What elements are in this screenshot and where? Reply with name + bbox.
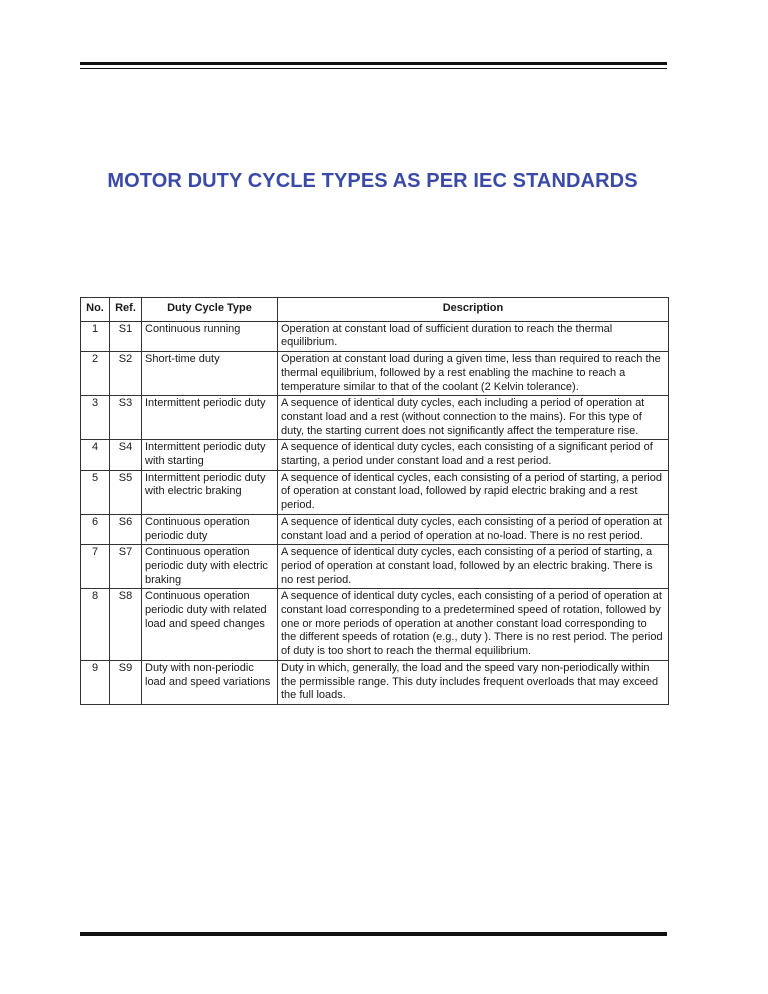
column-header-duty-cycle-type: Duty Cycle Type [142,298,278,322]
cell-no: 2 [81,352,110,396]
cell-type: Short-time duty [142,352,278,396]
cell-ref: S2 [110,352,142,396]
duty-cycle-table [80,297,669,705]
cell-type: Continuous running [142,321,278,351]
cell-no: 1 [81,321,110,351]
cell-type: Intermittent periodic duty with electric braking [142,470,278,514]
footer-rule [80,929,667,936]
cell-ref: S8 [110,589,142,661]
column-header-ref: Ref. [110,298,142,322]
table-row [81,589,669,661]
cell-ref: S4 [110,440,142,470]
cell-type: Continuous operation periodic duty with electric braking [142,545,278,589]
table-row [81,514,669,544]
cell-ref: S9 [110,660,142,704]
table-header-row [81,298,669,322]
cell-no: 4 [81,440,110,470]
table-row [81,470,669,514]
cell-ref: S1 [110,321,142,351]
table-row [81,545,669,589]
cell-no: 5 [81,470,110,514]
column-header-description: Description [278,298,669,322]
table-row [81,660,669,704]
cell-description: Duty in which, generally, the load and the speed vary non-periodically within the permissible range. This duty includes frequent overloads that may exceed the full loads. [278,660,669,704]
column-header-no: No. [81,298,110,322]
page-title: MOTOR DUTY CYCLE TYPES AS PER IEC STANDARDS [107,170,638,192]
cell-no: 9 [81,660,110,704]
cell-description: A sequence of identical duty cycles, each consisting of a period of starting, a period of operation at constant load, followed by an electric braking. There is no rest period. [278,545,669,589]
cell-no: 8 [81,589,110,661]
table-row [81,352,669,396]
cell-description: A sequence of identical duty cycles, each including a period of operation at constant load and a rest (without connection to the mains). For this type of duty, the starting current does not significantly affect the temperature rise. [278,396,669,440]
cell-ref: S7 [110,545,142,589]
table-row [81,440,669,470]
cell-description: A sequence of identical duty cycles, each consisting of a period of operation at constant load and a period of operation at no-load. There is no rest period. [278,514,669,544]
header-rule [80,62,667,69]
cell-no: 7 [81,545,110,589]
table-row [81,396,669,440]
cell-no: 3 [81,396,110,440]
cell-ref: S5 [110,470,142,514]
cell-type: Duty with non-periodic load and speed variations [142,660,278,704]
cell-no: 6 [81,514,110,544]
cell-type: Continuous operation periodic duty with related load and speed changes [142,589,278,661]
cell-description: A sequence of identical duty cycles, each consisting of a period of operation at constant load corresponding to a predetermined speed of rotation, followed by one or more periods of operation at another constant load corresponding to the different speeds of rotation (e.g., duty ). There is no rest period. The period of duty is too short to reach the thermal equilibrium. [278,589,669,661]
cell-type: Continuous operation periodic duty [142,514,278,544]
cell-ref: S3 [110,396,142,440]
cell-description: A sequence of identical cycles, each consisting of a period of starting, a period of operation at constant load, followed by rapid electric braking and a rest period. [278,470,669,514]
cell-type: Intermittent periodic duty with starting [142,440,278,470]
cell-type: Intermittent periodic duty [142,396,278,440]
cell-description: Operation at constant load of sufficient duration to reach the thermal equilibrium. [278,321,669,351]
cell-description: Operation at constant load during a given time, less than required to reach the thermal equilibrium, followed by a rest enabling the machine to reach a temperature similar to that of the coolant (2 Kelvin tolerance). [278,352,669,396]
cell-ref: S6 [110,514,142,544]
table-row [81,321,669,351]
cell-description: A sequence of identical duty cycles, each consisting of a significant period of starting, a period under constant load and a rest period. [278,440,669,470]
